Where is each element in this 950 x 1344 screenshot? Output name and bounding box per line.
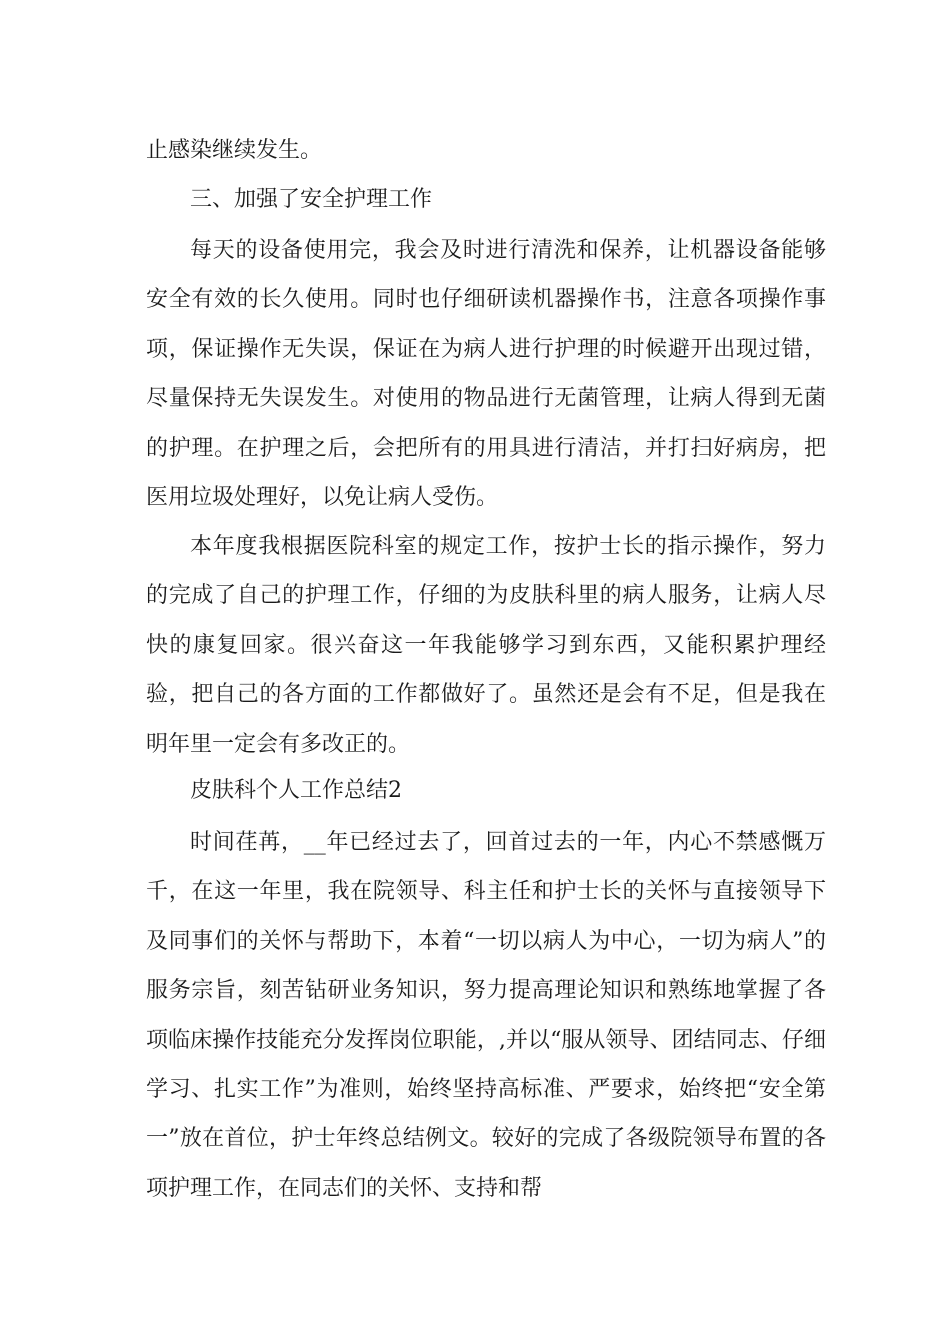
paragraph-intro-2: 时间荏苒，__年已经过去了，回首过去的一年，内心不禁感慨万千，在这一年里，我在院领导、科主任和护士长的关怀与直接领导下及同事们的关怀与帮助下，本着“一切以病人为中心，一切为病人”的服务宗旨，刻苦钻研业务知识，努力提高理论知识和熟练地掌握了各项临床操作技能充分发挥岗位职能，,并以“服从领导、团结同志、仔细学习、扎实工作”为准则，始终坚持高标准、严要求，始终把“安全第一”放在首位，护士年终总结例文。较好的完成了各级院领导布置的各项护理工作，在同志们的关怀、支持和帮	[146, 830, 826, 1201]
section-heading-3: 三、加强了安全护理工作	[190, 187, 433, 212]
paragraph-equipment-care: 每天的设备使用完，我会及时进行清洗和保养，让机器设备能够安全有效的长久使用。同时也仔细研读机器操作书，注意各项操作事项，保证操作无失误，保证在为病人进行护理的时候避开出现过错，尽量保持无失误发生。对使用的物品进行无菌管理，让病人得到无菌的护理。在护理之后，会把所有的用具进行清洁，并打扫好病房，把医用垃圾处理好，以免让病人受伤。	[146, 238, 826, 511]
paragraph-year-summary: 本年度我根据医院科室的规定工作，按护士长的指示操作，努力的完成了自己的护理工作，仔细的为皮肤科里的病人服务，让病人尽快的康复回家。很兴奋这一年我能够学习到东西，又能积累护理经验，把自己的各方面的工作都做好了。虽然还是会有不足，但是我在明年里一定会有多改正的。	[146, 534, 826, 757]
paragraph-continuation: 止感染继续发生。	[146, 138, 323, 163]
document-title-2: 皮肤科个人工作总结2	[190, 778, 402, 803]
